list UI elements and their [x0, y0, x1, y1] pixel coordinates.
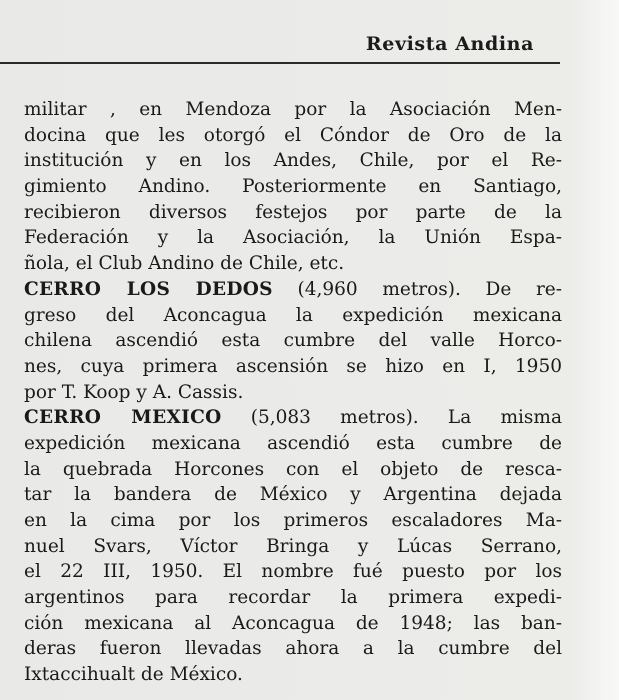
text-line: ción mexicana al Aconcagua de 1948; las ban- — [24, 612, 562, 634]
text-line: recibieron diversos festejos por parte de la — [24, 201, 562, 223]
text-line: chilena ascendió esta cumbre del valle Horco- — [24, 330, 562, 352]
text-line: expedición mexicana ascendió esta cumbre de — [24, 432, 562, 454]
text-line: Ixtaccihualt de México. — [24, 664, 243, 686]
text-line: en la cima por los primeros escaladores Ma- — [24, 510, 562, 531]
section-heading-line — [24, 277, 562, 303]
text-line: la quebrada Horcones con el objeto de resca- — [24, 458, 562, 480]
text-line: el 22 III, 1950. El nombre fué puesto por los — [24, 561, 562, 583]
text-line: nes, cuya primera ascensión se hizo en I, 1950 — [24, 355, 562, 377]
header-rule — [0, 62, 560, 64]
text-line: institución y en los Andes, Chile, por el Re- — [24, 150, 562, 172]
running-header-title: Revista Andina — [365, 33, 534, 55]
text-fragment: (5,083 metros). La misma — [221, 407, 562, 429]
text-line: Federación y la Asociación, la Unión Espa- — [24, 227, 562, 249]
text-line: argentinos para recordar la primera expedi- — [24, 587, 562, 609]
section-heading-line — [24, 405, 562, 431]
article-body — [24, 97, 562, 688]
text-line: nuel Svars, Víctor Bringa y Lúcas Serrano, — [24, 535, 562, 557]
section-heading-cerro-mexico: CERRO MEXICO — [24, 407, 222, 429]
text-line: docina que les otorgó el Cóndor de Oro de la — [24, 124, 562, 146]
text-line: deras fueron llevadas ahora a la cumbre del — [24, 638, 562, 660]
text-line: gimiento Andino. Posteriormente en Santiago, — [24, 176, 562, 198]
text-line: ñola, el Club Andino de Chile, etc. — [24, 253, 345, 275]
section-heading-cerro-los-dedos: CERRO LOS DEDOS — [24, 278, 273, 300]
page-edge-shadow — [571, 0, 619, 700]
text-line: por T. Koop y A. Cassis. — [24, 381, 244, 403]
text-line: tar la bandera de México y Argentina dejada — [24, 484, 562, 506]
text-line: greso del Aconcagua la expedición mexicana — [24, 304, 562, 326]
text-fragment: (4,960 metros). De re- — [272, 278, 562, 300]
text-line: militar , en Mendoza por la Asociación Men- — [24, 99, 562, 120]
